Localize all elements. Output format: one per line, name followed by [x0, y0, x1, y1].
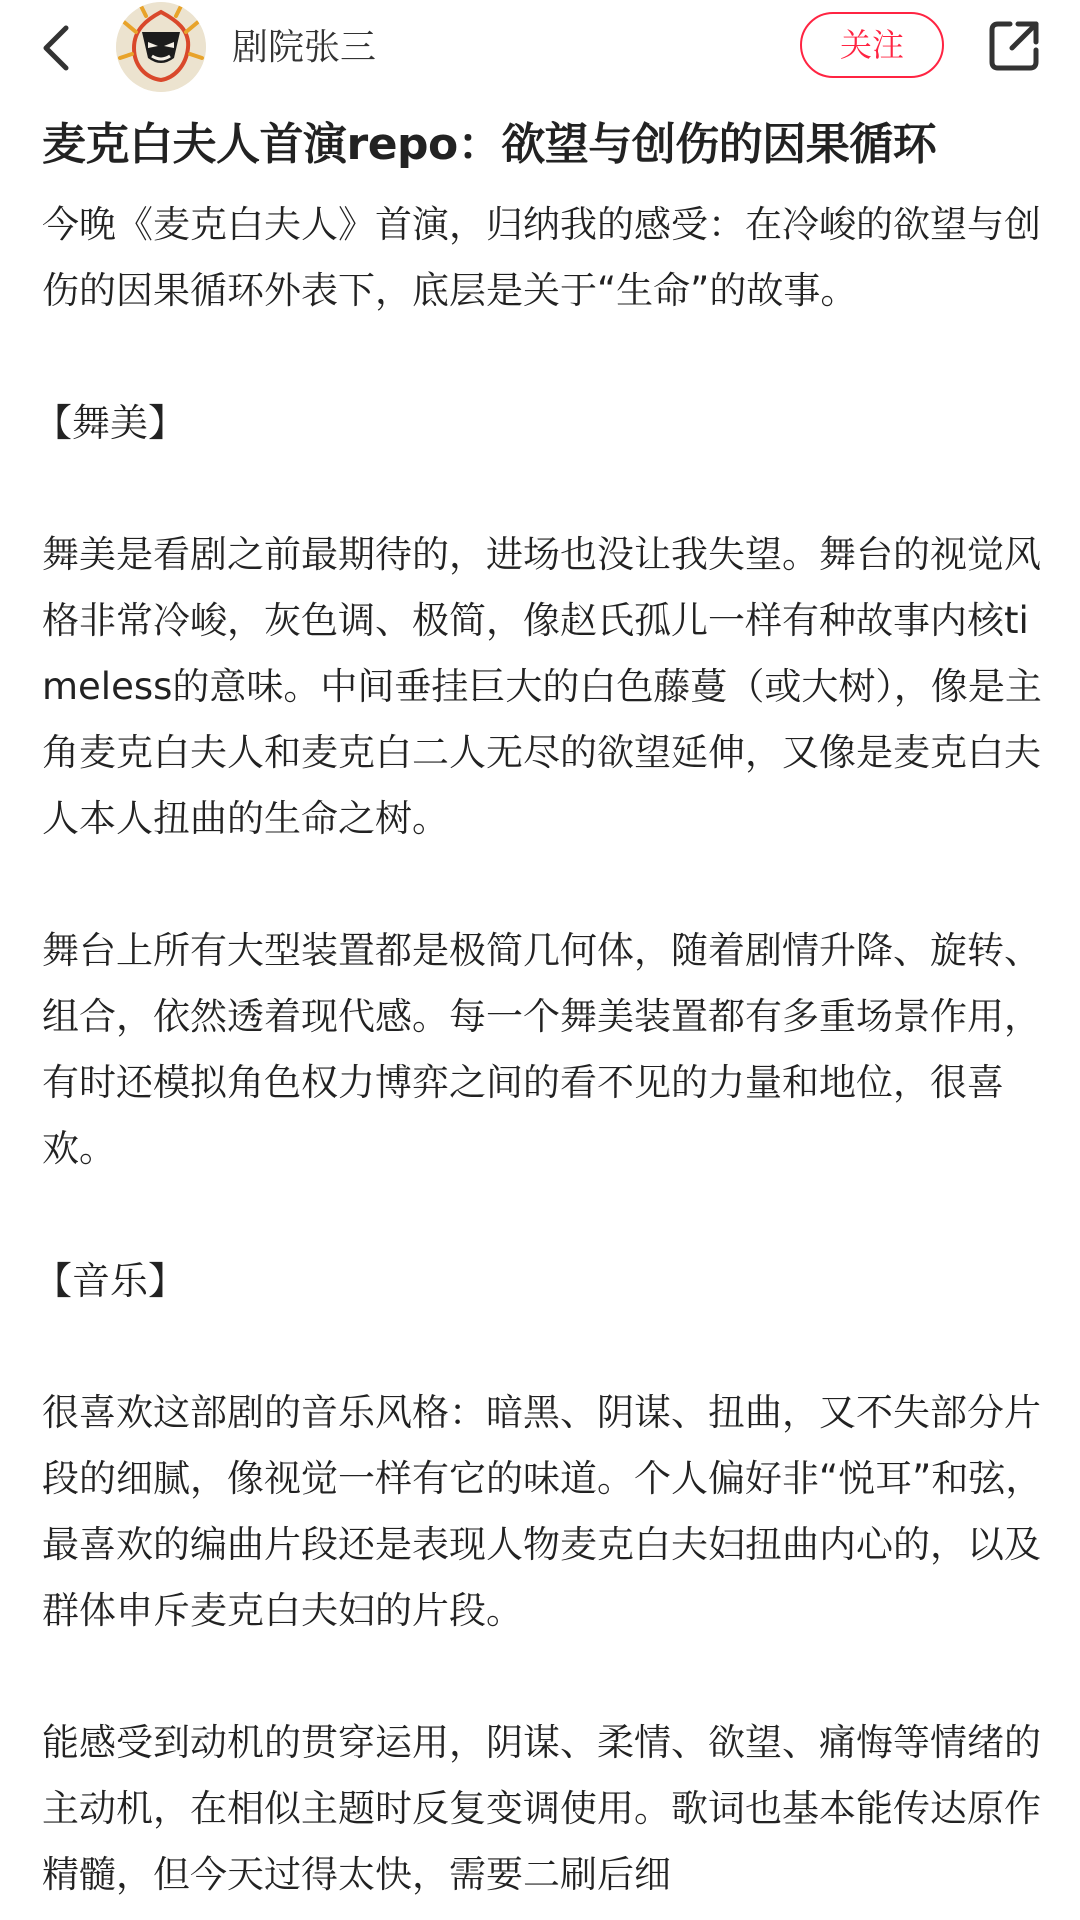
note-title: 麦克白夫人首演repo：欲望与创伤的因果循环 [42, 119, 937, 170]
body-paragraph: 今晚《麦克白夫人》首演，归纳我的感受：在冷峻的欲望与创伤的因果循环外表下，底层是关于“生命”的故事。 [42, 203, 1041, 312]
section-heading-music: 【音乐】 [34, 1259, 187, 1303]
top-bar [0, 0, 1080, 100]
paragraph-spacer [42, 456, 1054, 522]
avatar-image [116, 2, 206, 92]
paragraph-spacer [42, 1182, 1054, 1248]
body-paragraph: 舞台上所有大型装置都是极简几何体，随着剧情升降、旋转、组合，依然透着现代感。每一个舞美装置都有多重场景作用，有时还模拟角色权力博弈之间的看不见的力量和地位，很喜欢。 [42, 929, 1041, 1170]
follow-button[interactable]: 关注 [800, 12, 944, 78]
body-paragraph: 能感受到动机的贯穿运用，阴谋、柔情、欲望、痛悔等情绪的主动机，在相似主题时反复变调使用。歌词也基本能传达原作精髓，但今天过得太快，需要二刷后细 [42, 1721, 1041, 1896]
body-paragraph: 很喜欢这部剧的音乐风格：暗黑、阴谋、扭曲，又不失部分片段的细腻，像视觉一样有它的味道。个人偏好非“悦耳”和弦，最喜欢的编曲片段还是表现人物麦克白夫妇扭曲内心的，以及群体申斥麦克白夫妇的片段。 [42, 1391, 1043, 1632]
chevron-left-icon [36, 14, 92, 82]
paragraph-spacer [42, 852, 1054, 918]
avatar[interactable] [116, 2, 206, 92]
back-button[interactable] [36, 14, 92, 82]
paragraph-spacer [42, 1314, 1054, 1380]
section-heading-stage-design: 【舞美】 [34, 401, 187, 445]
share-button[interactable] [984, 16, 1044, 76]
author-name[interactable]: 剧院张三 [232, 27, 377, 68]
paragraph-spacer [42, 324, 1054, 390]
note-body [34, 192, 1054, 1908]
share-icon [984, 16, 1044, 76]
paragraph-spacer [42, 1644, 1054, 1710]
body-paragraph: 舞美是看剧之前最期待的，进场也没让我失望。舞台的视觉风格非常冷峻，灰色调、极简，像赵氏孤儿一样有种故事内核timeless的意味。中间垂挂巨大的白色藤蔓（或大树），像是主角麦克白夫人和麦克白二人无尽的欲望延伸，又像是麦克白夫人本人扭曲的生命之树。 [42, 533, 1042, 840]
